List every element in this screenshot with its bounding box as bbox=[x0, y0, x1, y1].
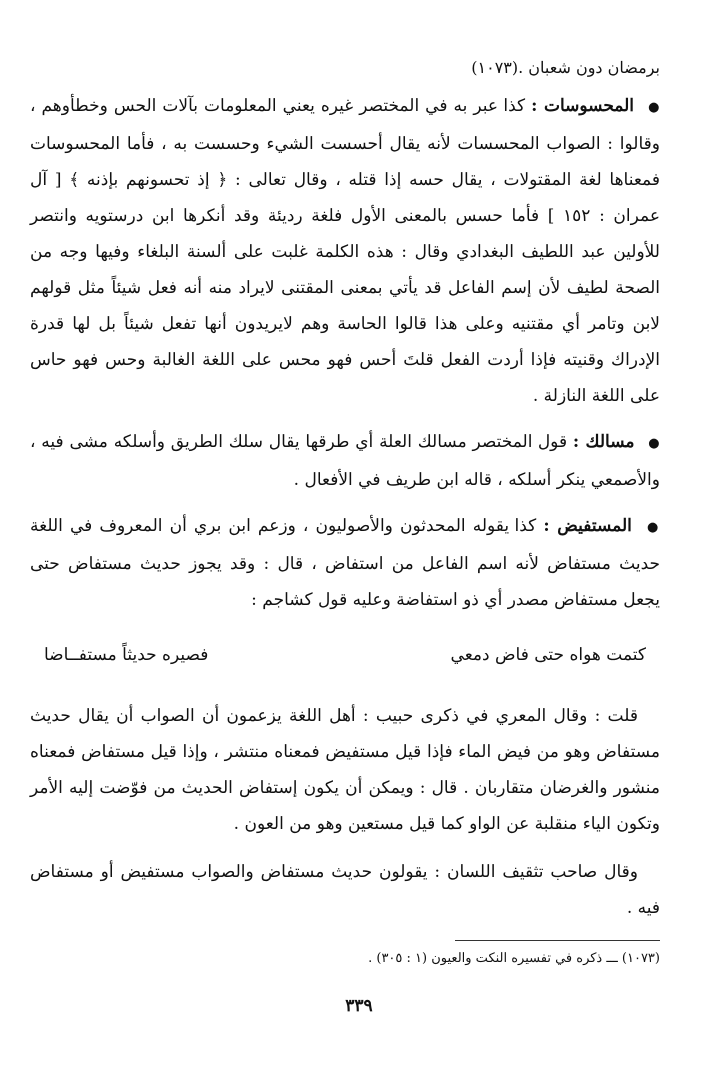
entry-term: مسالك : bbox=[572, 432, 635, 452]
entry-term: المستفيض : bbox=[543, 516, 632, 536]
bullet-icon: ● bbox=[646, 520, 661, 535]
entry-text: كذا عبر به في المختصر غيره يعني المعلومات بآلات الحس وخطأوهم ، وقالوا : الصواب المحسسات لأنه يقال أحسست الشيء وحسست به ، فأما المحسوسات فمعناها لغة المقتولات ، يقال حسه إذا قتله ، وقال تعالى : ﴿ إذ تحسونهم بإذنه ﴾ [ آل عمران : ١٥٢ ] فأما حسس بالمعنى الأول فلغة رديئة وقد أنكرها ابن درستويه وانتصر للأولين عبد اللطيف البغدادي وقال : هذه الكلمة غلبت على ألسنة البلغاء وفيها وجه من الصحة لطيف لأن إسم الفاعل قد يأتي بمعنى المقتنى لايراد منه أنه فعل شيئاً مثل قولهم لابن وتامر أي مقتنيه وعلى هذا قالوا الحاسة وهم لايريدون أنها تفعل شيئاً بل لها قدرة الإدراك وقنيته فإذا أردت الفعل قلتَ أحس فهو محس على اللغة الغالبة وحس فهو حاس على اللغة النازلة . bbox=[30, 96, 660, 406]
poetry-verse bbox=[44, 638, 646, 672]
entry-paragraph bbox=[30, 88, 660, 414]
verse-first-hemistich: كتمت هواه حتى فاض دمعي bbox=[450, 645, 646, 665]
book-page bbox=[30, 52, 660, 1060]
entry-paragraph bbox=[30, 424, 660, 498]
footnote-divider bbox=[455, 940, 660, 941]
verse-second-hemistich: فصيره حديثاً مستفــاضا bbox=[44, 645, 209, 665]
bullet-icon: ● bbox=[648, 436, 661, 451]
entry-paragraph bbox=[30, 508, 660, 618]
entry-term: المحسوسات : bbox=[531, 96, 635, 116]
entry-text: كذا يقوله المحدثون والأصوليون ، وزعم ابن بري أن المعروف في اللغة حديث مستفاض لأنه اسم الفاعل من استفاض ، قال : وقد يجوز حديث مستفاض حتى يجعل مستفاض مصدر أي ذو استفاضة وعليه قول كشاجم : bbox=[30, 516, 660, 610]
bullet-icon: ● bbox=[648, 100, 661, 115]
footnote: (١٠٧٣) ـــ ذكره في تفسيره النكت والعيون (١ : ٣٠٥) . bbox=[368, 951, 660, 966]
body-paragraph: قلت : وقال المعري في ذكرى حبيب : أهل اللغة يزعمون أن الصواب أن يقال حديث مستفاض وهو من فيض الماء فإذا قيل مستفيض فمعناه منتشر ، وإذا قيل مستفاض فمعناه منشور والغرضان متقاربان . قال : ويمكن أن يكون إستفاض الحديث من فوّضت إليه الأمر وتكون الياء منقلبة عن الواو كما قيل مستعين وهو من العون . bbox=[30, 706, 660, 834]
body-paragraph: وقال صاحب تثقيف اللسان : يقولون حديث مستفاض والصواب مستفيض أو مستفاض فيه . bbox=[30, 862, 660, 918]
entry-text: قول المختصر مسالك العلة أي طرقها يقال سلك الطريق وأسلكه مشى فيه ، والأصمعي ينكر أسلكه ، قاله ابن طريف في الأفعال . bbox=[30, 432, 660, 490]
continuation-line: برمضان دون شعبان .(١٠٧٣) bbox=[471, 58, 660, 77]
page-number: ٣٣٩ bbox=[345, 996, 373, 1016]
